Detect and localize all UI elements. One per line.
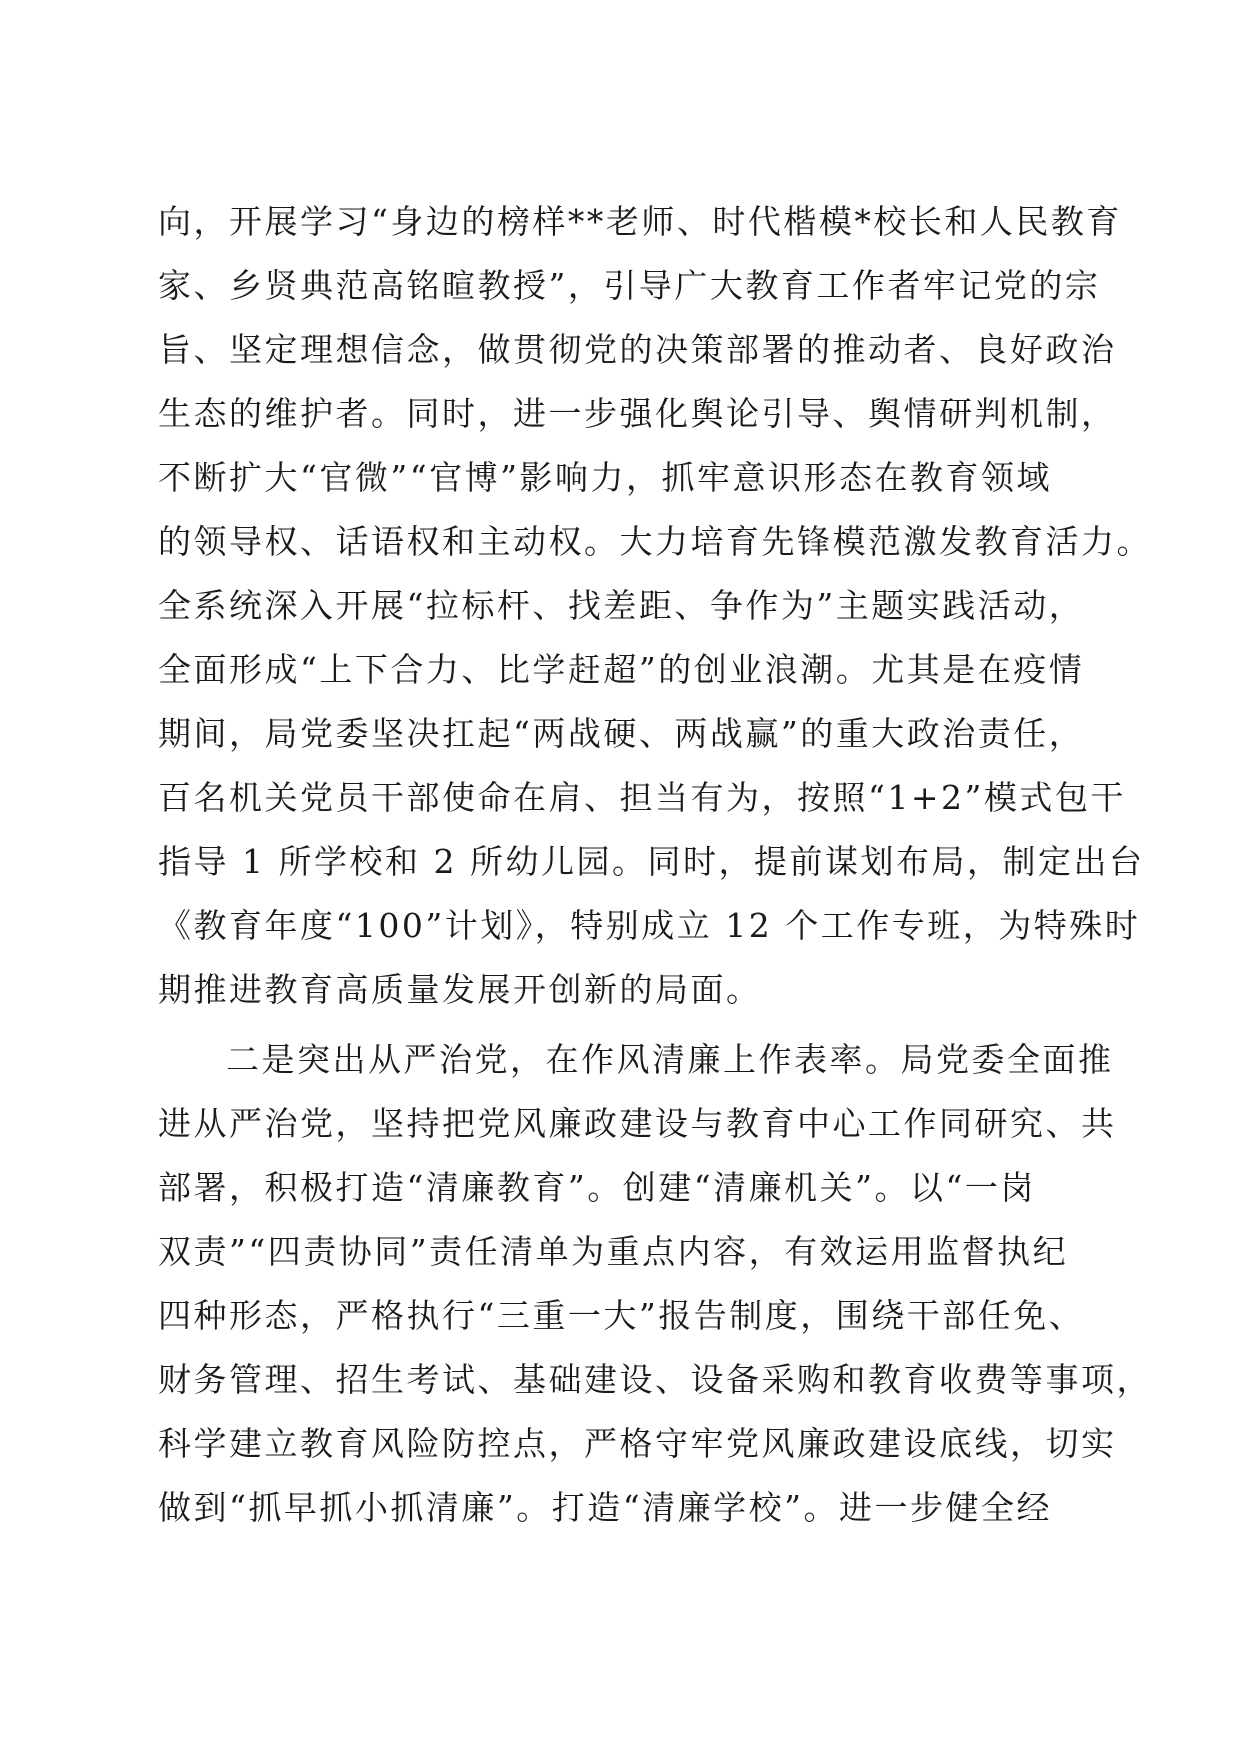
text-line: 不断扩大“官微”“官博”影响力，抓牢意识形态在教育领域 [158, 458, 1052, 497]
text-line: 双责”“四责协同”责任清单为重点内容，有效运用监督执纪 [158, 1232, 1069, 1271]
text-line: 《教育年度“100”计划》，特别成立 12 个工作专班，为特殊时 [158, 906, 1141, 945]
text-line: 家、乡贤典范高铭暄教授”，引导广大教育工作者牢记党的宗 [158, 266, 1101, 305]
text-line: 做到“抓早抓小抓清廉”。打造“清廉学校”。进一步健全经 [158, 1488, 1052, 1527]
text-line: 生态的维护者。同时，进一步强化舆论引导、舆情研判机制， [158, 394, 1117, 433]
text-line: 科学建立教育风险防控点，严格守牢党风廉政建设底线，切实 [158, 1424, 1117, 1463]
text-line: 财务管理、招生考试、基础建设、设备采购和教育收费等事项， [158, 1360, 1152, 1399]
text-line: 的领导权、话语权和主动权。大力培育先锋模范激发教育活力。 [158, 522, 1152, 561]
text-line: 进从严治党，坚持把党风廉政建设与教育中心工作同研究、共 [158, 1104, 1117, 1143]
text-line: 向，开展学习“身边的榜样**老师、时代楷模*校长和人民教育 [158, 202, 1122, 241]
text-line: 部署，积极打造“清廉教育”。创建“清廉机关”。以“一岗 [158, 1168, 1036, 1207]
text-line: 百名机关党员干部使命在肩、担当有为，按照“1+2”模式包干 [158, 778, 1126, 817]
text-line: 期间，局党委坚决扛起“两战硬、两战赢”的重大政治责任， [158, 714, 1085, 753]
text-line: 四种形态，严格执行“三重一大”报告制度，围绕干部任免、 [158, 1296, 1085, 1335]
text-line: 全系统深入开展“拉标杆、找差距、争作为”主题实践活动， [158, 586, 1085, 625]
text-line: 全面形成“上下合力、比学赶超”的创业浪潮。尤其是在疫情 [158, 650, 1085, 689]
text-line: 指导 1 所学校和 2 所幼儿园。同时，提前谋划布局，制定出台 [158, 842, 1145, 881]
text-line: 二是突出从严治党，在作风清廉上作表率。局党委全面推 [226, 1040, 1114, 1079]
body-text [158, 190, 1152, 1540]
text-line: 期推进教育高质量发展开创新的局面。 [158, 970, 762, 1009]
text-line: 旨、坚定理想信念，做贯彻党的决策部署的推动者、良好政治 [158, 330, 1117, 369]
